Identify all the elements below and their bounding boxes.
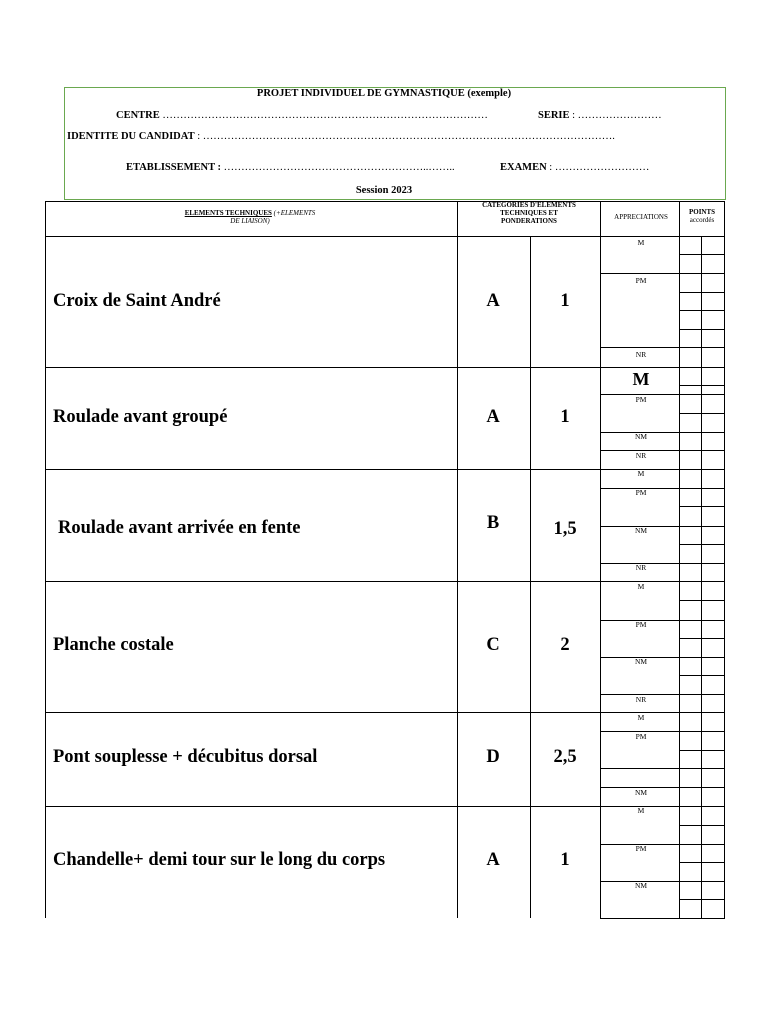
element-weight-5: 2,5	[553, 747, 577, 767]
appreciation-label: M	[637, 582, 645, 591]
appreciation-label: PM	[635, 732, 647, 741]
element-name-4: Planche costale	[53, 635, 174, 655]
grid-line	[679, 899, 725, 900]
grid-line	[679, 638, 725, 639]
appreciations-header: APPRECIATIONS	[614, 213, 668, 221]
appreciation-label: M	[637, 469, 645, 478]
grid-line	[679, 544, 725, 545]
grid-line	[679, 292, 725, 293]
appreciation-label: NM	[634, 788, 648, 797]
element-name-5: Pont souplesse + décubitus dorsal	[53, 747, 318, 767]
appreciation-label: NM	[634, 526, 648, 535]
grid-line	[45, 201, 46, 918]
appreciation-label: PM	[635, 620, 647, 629]
appreciation-label: NR	[635, 695, 647, 704]
appreciation-label: PM	[635, 844, 647, 853]
grid-line	[600, 768, 725, 769]
element-name-6: Chandelle+ demi tour sur le long du corps	[53, 850, 386, 870]
grid-line	[679, 254, 725, 255]
appreciation-label: NR	[635, 451, 647, 460]
element-name-3: Roulade avant arrivée en fente	[58, 518, 301, 538]
grid-line	[679, 825, 725, 826]
grid-line	[600, 201, 601, 918]
grid-line	[45, 367, 725, 368]
examen-line: EXAMEN : ………………………	[500, 162, 650, 173]
grid-line	[45, 236, 725, 237]
grid-line	[530, 236, 531, 918]
grid-line	[600, 918, 725, 919]
element-category-2: A	[486, 407, 500, 427]
grid-line	[679, 329, 725, 330]
grid-line	[679, 862, 725, 863]
appreciation-label: M	[637, 238, 645, 247]
appreciation-label: PM	[635, 488, 647, 497]
centre-line: CENTRE …………………………………………………………………………………	[116, 110, 488, 121]
grid-line	[679, 750, 725, 751]
grid-line	[679, 385, 725, 386]
element-category-5: D	[486, 747, 500, 767]
appreciation-label: PM	[635, 276, 647, 285]
serie-line: SERIE : ……………………	[538, 110, 662, 121]
appreciation-label: NR	[635, 350, 647, 359]
grid-line	[679, 675, 725, 676]
appreciation-label: NR	[635, 563, 647, 572]
appreciation-label: M	[632, 369, 650, 389]
element-weight-6: 1	[560, 850, 570, 870]
header-box	[64, 87, 726, 200]
grid-line	[679, 413, 725, 414]
element-category-1: A	[486, 291, 500, 311]
session-label: Session 2023	[355, 185, 413, 196]
element-weight-3: 1,5	[553, 519, 577, 539]
appreciation-label: M	[637, 713, 645, 722]
element-category-4: C	[486, 635, 500, 655]
appreciation-label: M	[637, 806, 645, 815]
appreciation-label: NM	[634, 881, 648, 890]
elements-techniques-header: ELEMENTS TECHNIQUES (+ELEMENTS DE LIAISON)	[184, 209, 316, 225]
element-weight-1: 1	[560, 291, 570, 311]
appreciation-label: NM	[634, 432, 648, 441]
grid-line	[600, 273, 725, 274]
appreciation-label: NM	[634, 657, 648, 666]
grid-line	[724, 201, 725, 918]
grid-line	[45, 201, 725, 202]
etablissement-line: ETABLISSEMENT : …………………………………………………..……..	[126, 162, 455, 173]
element-name-2: Roulade avant groupé	[53, 407, 228, 427]
grid-line	[679, 600, 725, 601]
grid-line	[701, 236, 702, 918]
appreciation-label: PM	[635, 395, 647, 404]
form-title: PROJET INDIVIDUEL DE GYMNASTIQUE (exemple)	[256, 88, 512, 99]
grid-line	[679, 310, 725, 311]
grid-line	[679, 506, 725, 507]
element-weight-2: 1	[560, 407, 570, 427]
grid-line	[600, 347, 725, 348]
element-weight-4: 2	[560, 635, 570, 655]
identite-line: IDENTITE DU CANDIDAT : ……………………………………………………………………………………………………….	[67, 131, 615, 142]
element-category-3: B	[486, 513, 500, 533]
points-header: POINTS accordés	[688, 208, 716, 224]
element-category-6: A	[486, 850, 500, 870]
element-name-1: Croix de Saint André	[53, 291, 221, 311]
categories-header: CATEGORIES D'ELEMENTS TECHNIQUES ET PONDERATIONS	[482, 201, 576, 225]
